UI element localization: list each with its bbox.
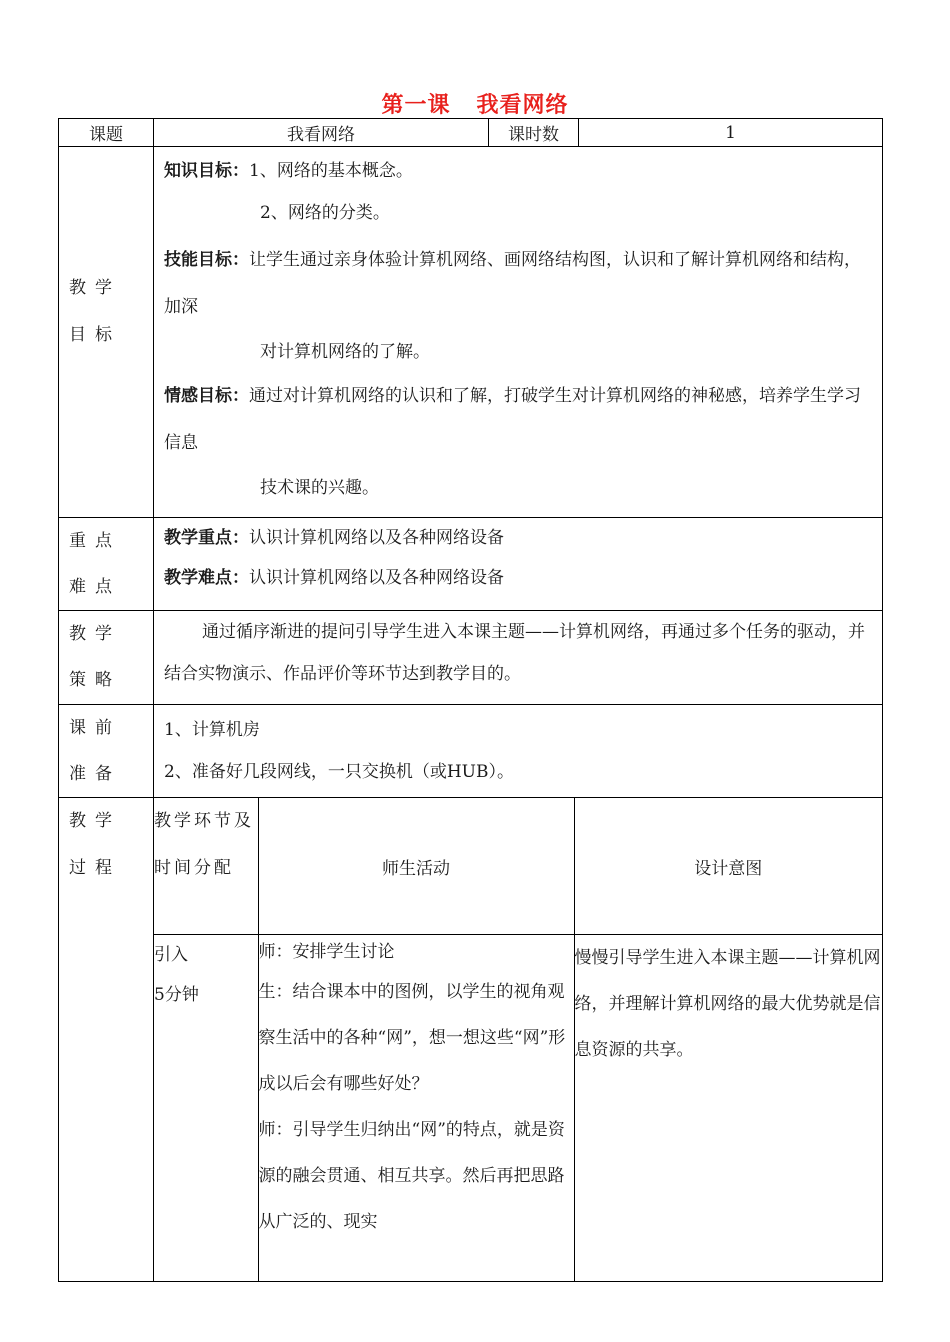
stage-name: 引入 (154, 945, 188, 965)
stage-time: 5分钟 (154, 985, 199, 1005)
process-content (154, 798, 883, 1282)
hours-label: 课时数 (489, 119, 579, 147)
focus-text: 认识计算机网络以及各种网络设备 (249, 528, 504, 548)
lesson-plan-table (58, 118, 883, 1282)
page-title (0, 88, 950, 119)
process-col-activity: 师生活动 (258, 798, 574, 935)
strategy-label: 教学策略 (59, 611, 154, 705)
skill-label: 技能目标： (164, 250, 249, 270)
goals-content (154, 147, 883, 518)
process-row-intro (154, 935, 882, 1281)
keypoints-label: 重点难点 (59, 518, 154, 611)
process-header-row (154, 798, 882, 935)
lesson-name: 我看网络 (476, 92, 569, 118)
knowledge-item-2: 2、网络的分类。 (260, 203, 390, 223)
process-table (154, 798, 882, 1281)
emotion-text: 通过对计算机网络的认识和了解，打破学生对计算机网络的神秘感，培养学生学习信息 (164, 386, 861, 453)
stage-cell (154, 935, 258, 1281)
prep-row (59, 705, 883, 798)
prep-item-2: 2、准备好几段网线，一只交换机（或HUB）。 (164, 762, 514, 782)
knowledge-label: 知识目标： (164, 161, 249, 181)
topic-label: 课题 (59, 119, 154, 147)
skill-text-2: 对计算机网络的了解。 (260, 342, 430, 362)
prep-content (154, 705, 883, 798)
activity-1: 师：安排学生讨论 (258, 942, 395, 962)
goals-row (59, 147, 883, 518)
keypoints-content (154, 518, 883, 611)
process-col-intent: 设计意图 (574, 798, 882, 935)
prep-item-1: 1、计算机房 (164, 720, 260, 740)
strategy-row (59, 611, 883, 705)
emotion-label: 情感目标： (164, 386, 249, 406)
activity-cell (258, 935, 574, 1281)
prep-label: 课前准备 (59, 705, 154, 798)
strategy-text: 通过循序渐进的提问引导学生进入本课主题——计算机网络，再通过多个任务的驱动，并结合实物演示、作品评价等环节达到教学目的。 (154, 611, 883, 705)
difficulty-text: 认识计算机网络以及各种网络设备 (249, 568, 504, 588)
activity-3: 师：引导学生归纳出“网”的特点，就是资源的融会贯通、相互共享。然后再把思路从广泛的、现实 (258, 1120, 565, 1232)
focus-label: 教学重点： (164, 528, 249, 548)
skill-text: 让学生通过亲身体验计算机网络、画网络结构图，认识和了解计算机网络和结构，加深 (164, 250, 861, 317)
goals-label: 教学目标 (59, 147, 154, 518)
process-row (59, 798, 883, 1282)
lesson-number: 第一课 (381, 92, 451, 118)
knowledge-item-1: 1、网络的基本概念。 (249, 161, 413, 181)
topic-value: 我看网络 (154, 119, 489, 147)
process-label: 教学过程 (59, 798, 154, 1282)
header-row (59, 119, 883, 147)
keypoints-row (59, 518, 883, 611)
emotion-text-2: 技术课的兴趣。 (260, 478, 379, 498)
process-col-stage: 教学环节及时间分配 (154, 798, 258, 935)
intent-cell: 慢慢引导学生进入本课主题——计算机网络，并理解计算机网络的最大优势就是信息资源的共享。 (574, 935, 882, 1281)
activity-2: 生：结合课本中的图例，以学生的视角观察生活中的各种“网”，想一想这些“网”形成以后会有哪些好处？ (258, 982, 566, 1094)
difficulty-label: 教学难点： (164, 568, 249, 588)
hours-value: 1 (579, 119, 883, 147)
